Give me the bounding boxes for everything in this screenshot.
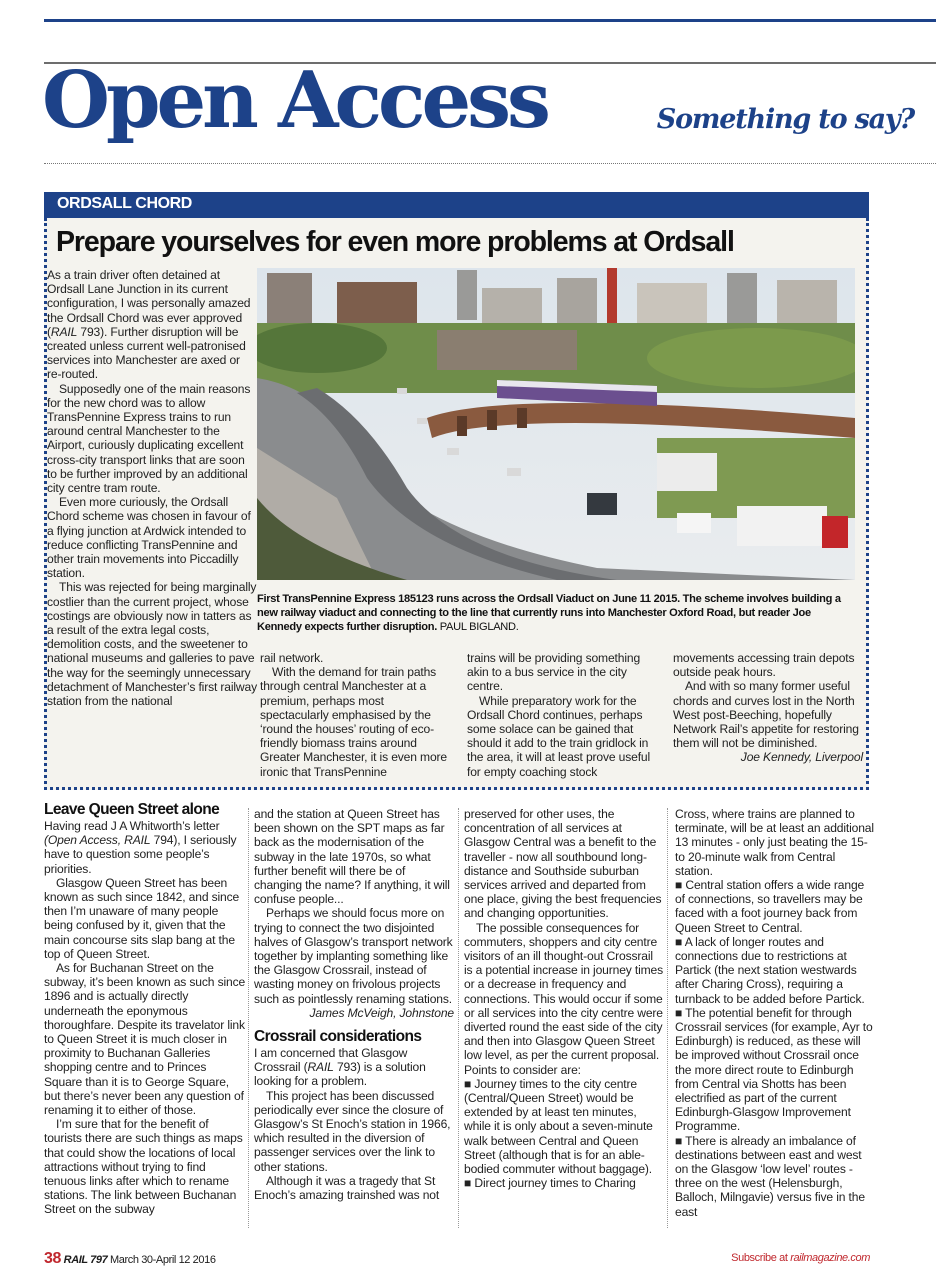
paragraph: While preparatory work for the Ordsall Chord continues, perhaps some solace can be gained that should it add to the train gridlock in the area, it will at least prove useful for empty coaching stock	[467, 693, 651, 779]
italic-reference: RAIL	[307, 1060, 334, 1075]
paragraph: ■ There is already an imbalance of destinations between east and west on the Glasgow ‘low level’ routes - three on the west (Helensburgh, Balloch, Milngavie) versus five in the east	[675, 1133, 865, 1219]
paragraph: movements accessing train depots outside peak hours.	[673, 651, 855, 680]
letter-column	[675, 807, 875, 1219]
italic-reference: (Open Access, RAIL	[44, 833, 151, 848]
paragraph: Cross, where trains are planned to terminate, will be at least an additional 13 minutes - only just beating the 15- to 20-minute walk from Central station.	[675, 807, 874, 878]
subscribe-link[interactable]: railmagazine.com	[790, 1252, 870, 1264]
paragraph: I’m sure that for the benefit of tourists there are such things as maps that could show the locations of local attractions without trying to find tenuous links after which to rename stations. The link between Buchanan Street on the subway	[44, 1117, 243, 1217]
letter-column	[47, 268, 257, 708]
paragraph: ■ Central station offers a wide range of connections, so travellers may be faced with a foot journey back from Queen Street to Central.	[675, 878, 865, 935]
paragraph: The possible consequences for commuters, shoppers and city centre visitors of an ill thought-out Crossrail is a potential increase in journey times or a decrease in frequency and connections. This would occur if some or all services into the city centre were diverted round the east side of the city and then into Glasgow Queen Street low level, as per the current proposal. Points to consider are:	[464, 920, 664, 1077]
letter-column	[467, 651, 662, 779]
paragraph: Although it was a tragedy that St Enoch’s amazing trainshed was not	[254, 1173, 440, 1203]
letter-column	[673, 651, 863, 765]
topic-band: ORDSALL CHORD	[44, 192, 869, 218]
subscribe-prefix: Subscribe at	[731, 1252, 791, 1264]
paragraph: preserved for other uses, the concentration of all services at Glasgow Central was a benefit to the traveller - now all southbound long-distance and Southside suburban services arrived and departed from one place, giving the best frequencies and changing opportunities.	[464, 807, 662, 921]
top-rule	[44, 19, 936, 22]
paragraph: As for Buchanan Street on the subway, it’s been known as such since 1896 and is actually directly underneath the eponymous thoroughfare. Despite its travelator link to Queen Street it is much closer in proximity to Buchanan Galleries shopping centre and to Princes Square than it is to George Square, but there’s never been any question of renaming it to either of those.	[44, 961, 246, 1118]
letter-column	[44, 801, 246, 1217]
column-divider	[248, 808, 249, 1228]
paragraph: trains will be providing something akin to a bus service in the city centre.	[467, 651, 641, 694]
subscribe-note	[731, 1252, 870, 1264]
paragraph: Even more curiously, the Ordsall Chord scheme was chosen in favour of a flying junction at Ardwick intended to reduce conflicting TransPennine and other train movements into Piccadilly station.	[47, 495, 251, 581]
paragraph: ■ Journey times to the city centre (Central/Queen Street) would be extended by at least ten minutes, while it is only about a seven-minute walk between Central and Queen Street (although that is for an able-bodied commuter without baggage).	[464, 1076, 653, 1177]
letter-column	[260, 651, 455, 779]
paragraph: ■ The potential benefit for through Crossrail services (for example, Ayr to Edinburgh) is reduced, as these will be improved without Crossrail once the more direct route to Edinburgh from Central via Shotts has been electrified as part of the current Edinburgh-Glasgow Improvement Programme.	[675, 1005, 873, 1134]
letter-column	[464, 807, 664, 1190]
paragraph: And with so many former useful chords and curves lost in the North West post-Beeching, hopefully Network Rail’s appetite for restoring them will not be diminished.	[673, 679, 859, 751]
paragraph: With the demand for train paths through central Manchester at a premium, perhaps most spectacularly emphasised by the ‘round the houses’ routing of eco-friendly biomass trains around Greater Manchester, it is even more ironic that TransPennine	[260, 665, 447, 779]
paragraph: This was rejected for being marginally costlier than the current project, whose costings are obviously now in tatters as a result of the extra legal costs, demolition costs, and the sweetener to national museums and galleries to pave the way for the seemingly unnecessary detachment of Manchester’s first railway station from the national	[47, 580, 257, 709]
letter-heading: Leave Queen Street alone	[44, 801, 220, 818]
column-divider	[458, 808, 459, 1228]
letter-signature: Joe Kennedy, Liverpool	[740, 750, 863, 765]
page-footer	[44, 1250, 216, 1268]
issue-label: RAIL 797	[63, 1254, 108, 1266]
paragraph: ■ Direct journey times to Charing	[464, 1176, 636, 1191]
paragraph: This project has been discussed periodically ever since the closure of Glasgow’s St Enoch’s station in 1966, which resulted in the diversion of passenger services over the link to other stations.	[254, 1088, 451, 1174]
paragraph: rail network.	[260, 651, 324, 665]
issue-date: March 30-April 12 2016	[110, 1254, 216, 1266]
paragraph: and the station at Queen Street has been shown on the SPT maps as far back as the modernisation of the subway in the late 1970s, so what further benefit will there be of changing the name? If anything, it will confuse people...	[254, 807, 450, 907]
photo-ordsall-viaduct	[257, 268, 855, 580]
italic-reference: RAIL	[50, 324, 78, 339]
page-number: 38	[44, 1250, 61, 1267]
photo-credit: PAUL BIGLAND.	[439, 621, 519, 633]
photo-caption	[257, 592, 857, 634]
paragraph: As a train driver often detained at Ordsall Lane Junction in its current configuration, I was personally amazed the Ordsall Chord was ever approved (RAIL 793). Further disruption will be created unless current well-patronised services into Manchester are axed or re-routed.	[47, 268, 251, 382]
paragraph: I am concerned that Glasgow Crossrail (RAIL 793) is a solution looking for a problem.	[254, 1046, 426, 1089]
paragraph: Perhaps we should focus more on trying to connect the two disjointed halves of Glasgow’s transport network together by implanting something like the Glasgow Crossrail, instead of wasting money on frivolous projects such as pointlessly renaming stations.	[254, 906, 453, 1006]
paragraph: ■ A lack of longer routes and connections due to restrictions at Partick (the next station westwards after Charing Cross), requiring a turnback to be added before Partick.	[675, 934, 865, 1006]
column-divider	[667, 808, 668, 1228]
paragraph: Having read J A Whitworth’s letter (Open Access, RAIL 794), I seriously have to question some people’s priorities.	[44, 819, 237, 876]
section-tagline: Something to say?	[656, 104, 914, 135]
paragraph: Glasgow Queen Street has been known as such since 1842, and since then I’m unaware of many people being confused by it, given that the main concourse sits slap bang at the top of Queen Street.	[44, 875, 240, 961]
caption-text: First TransPennine Express 185123 runs across the Ordsall Viaduct on June 11 2015. The scheme involves building a new railway viaduct and connecting to the line that currently runs into Manchester Oxford Road, but reader Joe Kennedy expects further disruption.	[257, 593, 841, 633]
letter-heading: Crossrail considerations	[254, 1028, 422, 1046]
dotted-divider	[44, 163, 936, 164]
letter-signature: James McVeigh, Johnstone	[309, 1005, 454, 1020]
paragraph: Supposedly one of the main reasons for the new chord was to allow TransPennine Express trains to run around central Manchester to the Airport, curiously duplicating excellent cross-city transport links that are soon to be further improved by an additional city centre tram route.	[47, 381, 251, 496]
section-title: Open Access	[42, 55, 547, 146]
letter-column	[254, 807, 454, 1202]
letter-headline: Prepare yourselves for even more problems at Ordsall	[56, 226, 734, 258]
